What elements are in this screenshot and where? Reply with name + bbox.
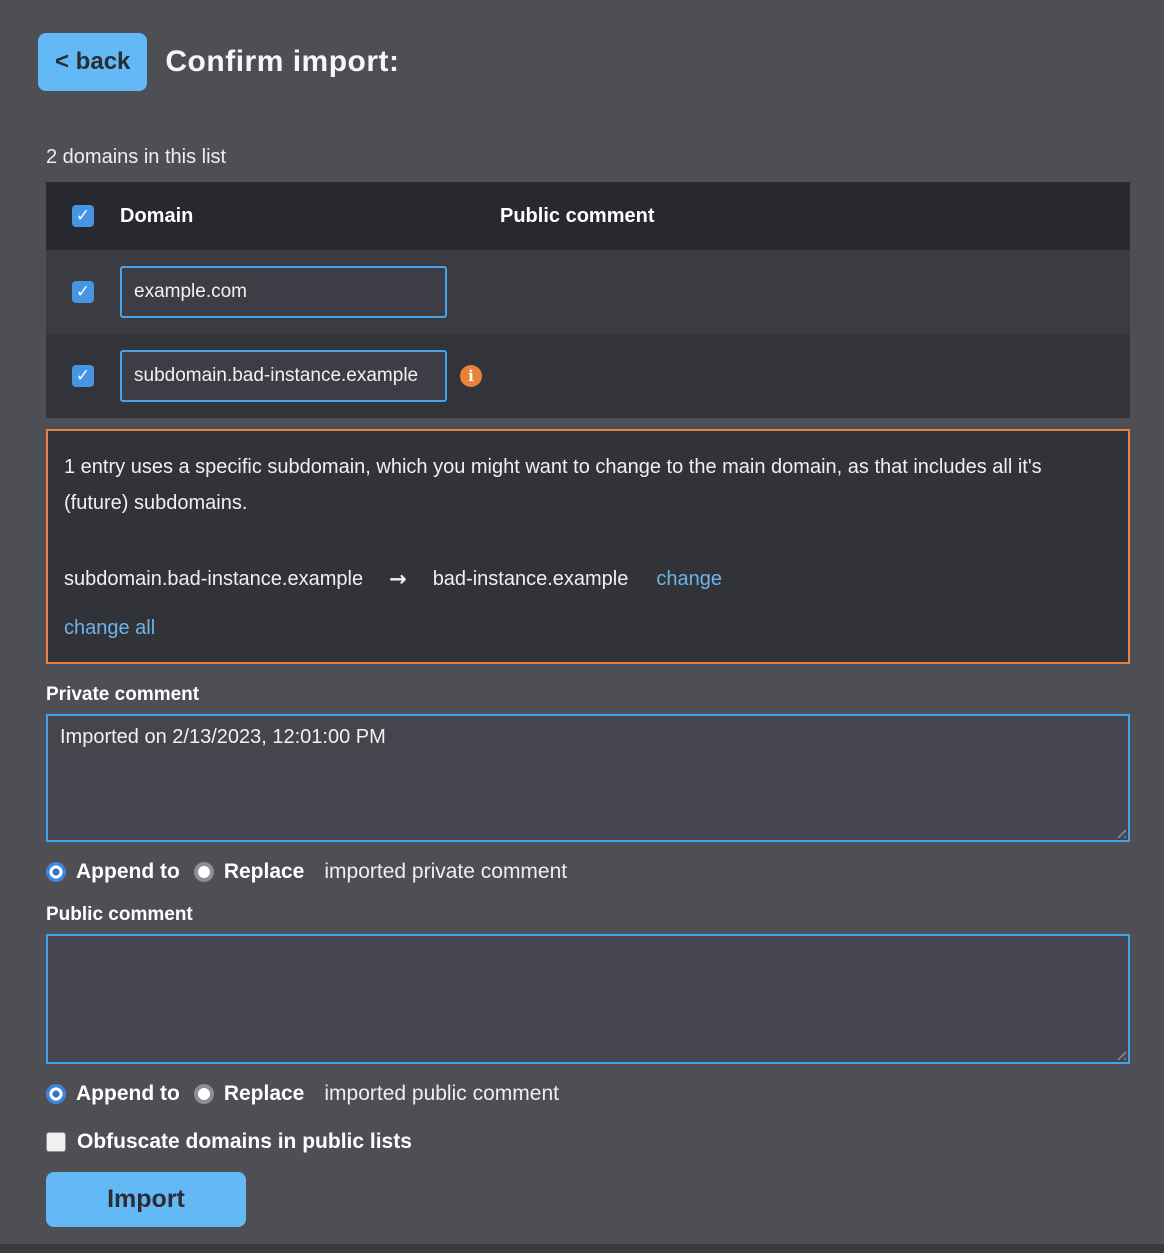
- replace-private-radio[interactable]: [194, 862, 214, 882]
- append-private-radio[interactable]: [46, 862, 66, 882]
- column-header-public-comment: Public comment: [500, 204, 655, 227]
- change-link[interactable]: change: [656, 567, 722, 590]
- private-comment-mode-row: [46, 860, 1164, 884]
- replace-private-label[interactable]: Replace: [223, 860, 305, 883]
- row-domain-cell: [120, 266, 500, 318]
- table-header-row: [46, 182, 1130, 250]
- append-public-label[interactable]: Append to: [76, 1082, 180, 1105]
- private-mode-suffix: imported private comment: [324, 860, 568, 883]
- append-public-radio[interactable]: [46, 1084, 66, 1104]
- public-comment-wrap: [46, 934, 1130, 1064]
- replace-public-radio[interactable]: [194, 1084, 214, 1104]
- back-button[interactable]: < back: [38, 33, 147, 91]
- private-comment-label: Private comment: [46, 684, 200, 705]
- row-domain-cell: [120, 350, 500, 402]
- to-domain: bad-instance.example: [432, 567, 629, 590]
- table-row: [46, 334, 1130, 418]
- table-header-checkbox-cell: [46, 205, 120, 227]
- from-domain: subdomain.bad-instance.example: [64, 567, 364, 590]
- domain-table: [46, 182, 1130, 418]
- arrow-right-icon: →: [389, 567, 407, 591]
- select-all-checkbox[interactable]: [72, 205, 94, 227]
- row-checkbox[interactable]: [72, 365, 94, 387]
- row-checkbox-cell: [46, 365, 120, 387]
- column-header-domain: Domain: [120, 204, 194, 227]
- private-comment-wrap: [46, 714, 1130, 842]
- subdomain-warning-box: [46, 429, 1130, 664]
- obfuscate-row: [46, 1130, 1164, 1154]
- domain-input[interactable]: [120, 266, 447, 318]
- obfuscate-label[interactable]: Obfuscate domains in public lists: [77, 1130, 412, 1153]
- replace-public-label[interactable]: Replace: [223, 1082, 305, 1105]
- row-checkbox[interactable]: [72, 281, 94, 303]
- domain-change-line: [64, 567, 1112, 591]
- page-header: [38, 33, 1164, 91]
- obfuscate-checkbox[interactable]: [46, 1132, 66, 1152]
- public-comment-textarea[interactable]: [46, 934, 1130, 1064]
- info-icon[interactable]: i: [460, 365, 482, 387]
- public-mode-suffix: imported public comment: [324, 1082, 559, 1105]
- append-private-label[interactable]: Append to: [76, 860, 180, 883]
- row-checkbox-cell: [46, 281, 120, 303]
- private-comment-textarea[interactable]: [46, 714, 1130, 842]
- public-comment-label: Public comment: [46, 904, 193, 925]
- domain-count-text: 2 domains in this list: [46, 146, 227, 168]
- domain-input[interactable]: [120, 350, 447, 402]
- import-button[interactable]: Import: [46, 1172, 246, 1227]
- table-row: [46, 250, 1130, 334]
- page-title: Confirm import:: [165, 45, 400, 78]
- warning-message: 1 entry uses a specific subdomain, which you might want to change to the main domain, as that includes all it's (future) subdomains.: [64, 456, 1042, 514]
- public-comment-mode-row: [46, 1082, 1164, 1106]
- change-all-link[interactable]: change all: [64, 617, 156, 639]
